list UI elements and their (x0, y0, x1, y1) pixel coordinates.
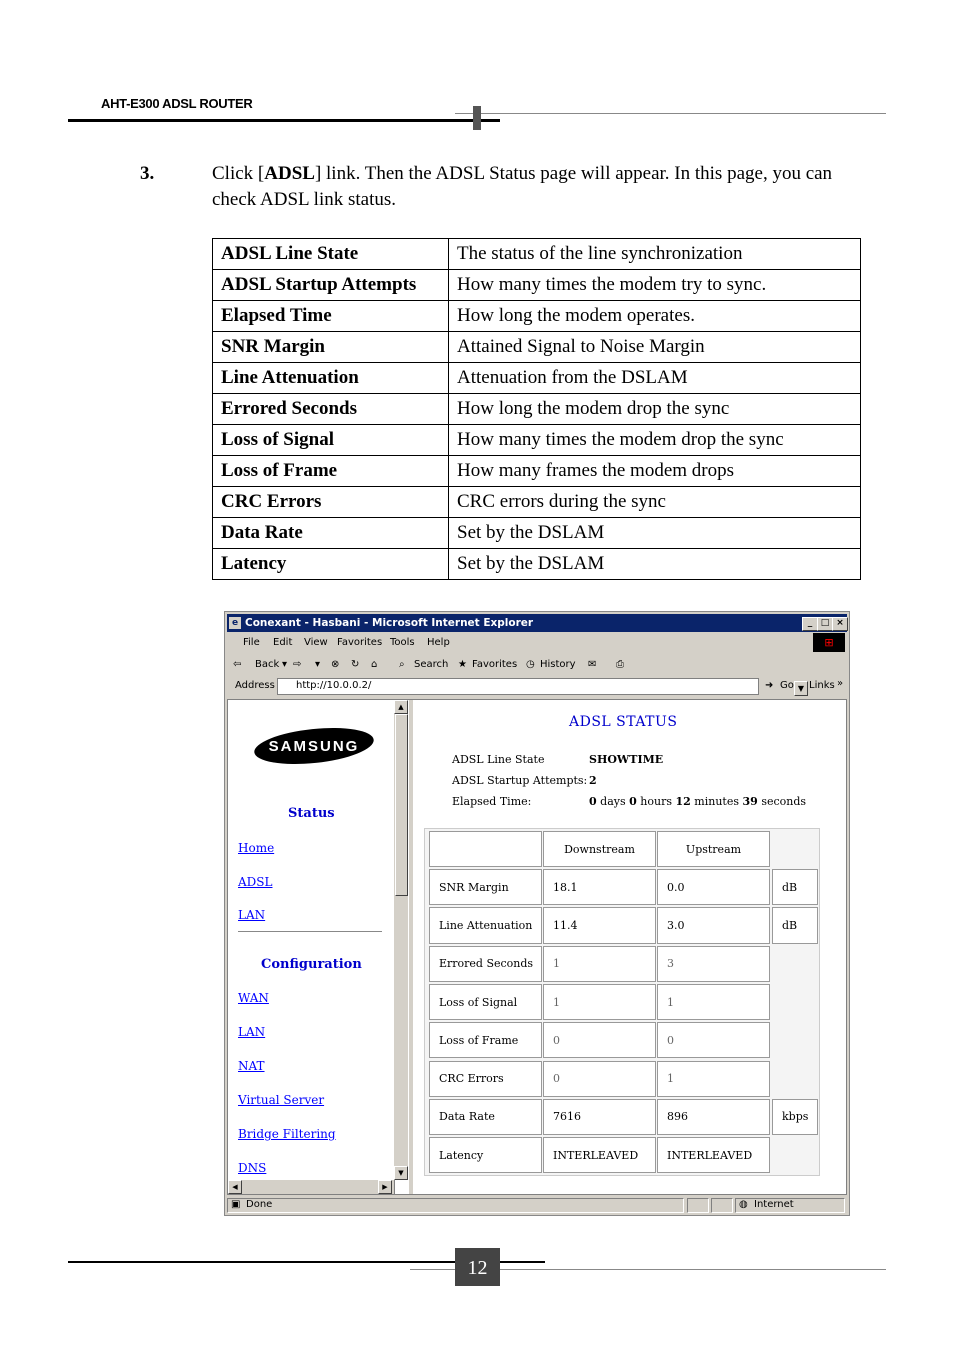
stat-upstream-cell: INTERLEAVED (657, 1137, 770, 1173)
favorites-button[interactable]: Favorites (472, 659, 518, 670)
nav-vertical-scrollbar[interactable] (394, 700, 408, 1180)
stop-icon[interactable]: ⊗ (331, 659, 340, 670)
samsung-logo-text: SAMSUNG (268, 738, 360, 755)
definition-term: ADSL Startup Attempts (213, 270, 449, 301)
scroll-down-icon[interactable]: ▼ (394, 1166, 408, 1180)
menu-view[interactable]: View (304, 637, 328, 648)
definition-row (213, 332, 861, 363)
mail-icon[interactable]: ✉ (588, 659, 597, 670)
definition-term: CRC Errors (213, 487, 449, 518)
definition-term: Loss of Frame (213, 456, 449, 487)
back-dropdown-icon[interactable]: ▾ (282, 659, 288, 670)
nav-divider (238, 931, 382, 932)
adsl-stats-table (424, 828, 820, 1176)
stat-unit-cell: dB (772, 907, 818, 943)
stat-upstream-cell: 3 (657, 946, 770, 982)
definition-term: Line Attenuation (213, 363, 449, 394)
print-icon[interactable]: ⎙ (616, 659, 624, 670)
step-number: 3. (140, 163, 155, 184)
address-label: Address (235, 680, 275, 691)
adsl-status-title: ADSL STATUS (569, 714, 678, 730)
menu-bar (227, 633, 847, 652)
scroll-left-icon[interactable]: ◀ (228, 1180, 242, 1194)
go-arrow-icon[interactable]: ➜ (765, 680, 774, 691)
menu-favorites[interactable]: Favorites (337, 637, 383, 648)
search-icon[interactable]: ⌕ (399, 659, 405, 670)
stat-unit-cell: kbps (772, 1099, 818, 1135)
browser-window (224, 611, 850, 1216)
stat-label-cell: Errored Seconds (429, 946, 542, 982)
stat-downstream-cell: 11.4 (543, 907, 656, 943)
stat-downstream-cell: 1 (543, 946, 656, 982)
scroll-right-icon[interactable]: ▶ (378, 1180, 392, 1194)
home-icon[interactable]: ⌂ (371, 659, 378, 670)
stat-downstream-cell: 7616 (543, 1099, 656, 1135)
maximize-button[interactable]: □ (817, 617, 833, 631)
stat-label-cell: CRC Errors (429, 1061, 542, 1097)
definition-term: Elapsed Time (213, 301, 449, 332)
nav-link-adsl[interactable]: ADSL (238, 875, 273, 889)
header-rule-left (68, 119, 500, 122)
definition-description: How long the modem drop the sync (449, 394, 861, 425)
internet-globe-icon: ◍ (739, 1199, 748, 1210)
back-button[interactable]: Back (255, 659, 280, 670)
stat-label-cell: Latency (429, 1137, 542, 1173)
upstream-header: Upstream (657, 831, 770, 867)
definition-row (213, 456, 861, 487)
go-button[interactable]: Go (780, 680, 794, 691)
adsl-status-frame (414, 700, 846, 1194)
stat-label-cell: Loss of Signal (429, 984, 542, 1020)
definition-description: How many times the modem drop the sync (449, 425, 861, 456)
scroll-thumb[interactable] (395, 714, 408, 896)
header-empty-cell (429, 831, 542, 867)
stat-label-cell: Loss of Frame (429, 1022, 542, 1058)
definition-row (213, 239, 861, 270)
page-done-icon: ▣ (231, 1199, 241, 1210)
definition-row (213, 394, 861, 425)
startup-attempts-value: 2 (589, 774, 597, 787)
stat-label-cell: Data Rate (429, 1099, 542, 1135)
stat-upstream-cell: 1 (657, 984, 770, 1020)
definition-term: SNR Margin (213, 332, 449, 363)
adsl-definitions-table (212, 238, 861, 580)
nav-frame (228, 700, 395, 1194)
stat-label-cell: Line Attenuation (429, 907, 542, 943)
status-pane-3 (711, 1198, 733, 1213)
history-button[interactable]: History (540, 659, 576, 670)
definition-description: Set by the DSLAM (449, 518, 861, 549)
windows-logo-icon: ⊞ (813, 633, 845, 652)
links-chevron-icon[interactable]: » (837, 678, 844, 689)
stat-label-cell: SNR Margin (429, 869, 542, 905)
document-header-title: AHT-E300 ADSL ROUTER (101, 96, 253, 111)
back-arrow-icon: ⇦ (233, 659, 242, 670)
definition-row (213, 363, 861, 394)
step-text-after: ] link. Then the ADSL Status page will appear. In this page, you can check ADSL link status. (212, 163, 833, 210)
definition-row (213, 301, 861, 332)
nav-link-dns[interactable]: DNS (238, 1161, 267, 1175)
stat-upstream-cell: 896 (657, 1099, 770, 1135)
stat-downstream-cell: 18.1 (543, 869, 656, 905)
forward-arrow-icon[interactable]: ⇨ (293, 659, 302, 670)
stat-upstream-cell: 0.0 (657, 869, 770, 905)
definition-term: Errored Seconds (213, 394, 449, 425)
definition-row (213, 270, 861, 301)
step-instruction (212, 161, 872, 213)
status-bar (227, 1197, 847, 1213)
nav-link-lan-config[interactable]: LAN (238, 1025, 266, 1039)
page-number: 12 (455, 1248, 500, 1286)
window-titlebar (227, 614, 847, 632)
menu-edit[interactable]: Edit (273, 637, 293, 648)
definition-row (213, 487, 861, 518)
address-bar (227, 676, 847, 697)
forward-dropdown-icon[interactable]: ▾ (315, 659, 321, 670)
menu-file[interactable]: File (243, 637, 260, 648)
definition-description: Set by the DSLAM (449, 549, 861, 580)
nav-link-wan[interactable]: WAN (238, 991, 269, 1005)
nav-horizontal-scrollbar[interactable] (228, 1180, 394, 1194)
stat-downstream-cell: 0 (543, 1061, 656, 1097)
definition-row (213, 518, 861, 549)
stat-upstream-cell: 1 (657, 1061, 770, 1097)
close-button[interactable]: × (832, 617, 848, 631)
startup-attempts-label: ADSL Startup Attempts: (452, 774, 588, 787)
status-pane-2 (687, 1198, 709, 1213)
refresh-icon[interactable]: ↻ (351, 659, 360, 670)
status-pane-main (227, 1198, 684, 1213)
definition-description: The status of the line synchronization (449, 239, 861, 270)
history-icon[interactable]: ◷ (526, 659, 535, 670)
step-link-name: ADSL (264, 163, 315, 184)
toolbar (227, 654, 847, 675)
definition-term: Latency (213, 549, 449, 580)
stat-downstream-cell: INTERLEAVED (543, 1137, 656, 1173)
step-text-before: Click [ (212, 163, 265, 184)
address-value: http://10.0.0.2/ (296, 680, 372, 691)
ie-icon: e (229, 617, 241, 629)
window-title: Conexant - Hasbani - Microsoft Internet Explorer (245, 617, 534, 629)
definition-term: Loss of Signal (213, 425, 449, 456)
stat-unit-cell: dB (772, 869, 818, 905)
line-state-label: ADSL Line State (452, 753, 545, 766)
nav-link-lan-status[interactable]: LAN (238, 908, 266, 922)
menu-tools[interactable]: Tools (390, 637, 415, 648)
nav-link-bridge-filtering[interactable]: Bridge Filtering (238, 1127, 336, 1141)
links-button[interactable]: Links (809, 680, 835, 691)
downstream-header: Downstream (543, 831, 656, 867)
definition-description: How many times the modem try to sync. (449, 270, 861, 301)
definition-description: CRC errors during the sync (449, 487, 861, 518)
definition-description: Attained Signal to Noise Margin (449, 332, 861, 363)
stat-downstream-cell: 1 (543, 984, 656, 1020)
scroll-up-icon[interactable]: ▲ (394, 700, 408, 714)
definition-term: Data Rate (213, 518, 449, 549)
search-button[interactable]: Search (414, 659, 449, 670)
browser-content (227, 699, 847, 1195)
status-heading: Status (288, 806, 335, 821)
definition-row (213, 425, 861, 456)
zone-text: Internet (754, 1199, 794, 1210)
header-marker (473, 106, 481, 130)
nav-link-home[interactable]: Home (238, 841, 275, 855)
samsung-logo (254, 726, 374, 766)
status-text: Done (246, 1199, 273, 1210)
stat-upstream-cell: 3.0 (657, 907, 770, 943)
stat-upstream-cell: 0 (657, 1022, 770, 1058)
nav-link-nat[interactable]: NAT (238, 1059, 265, 1073)
line-state-value: SHOWTIME (589, 753, 664, 766)
configuration-heading: Configuration (261, 957, 362, 972)
address-dropdown-icon[interactable]: ▼ (794, 681, 808, 696)
definition-description: How long the modem operates. (449, 301, 861, 332)
minimize-button[interactable]: _ (802, 617, 818, 631)
status-pane-zone (735, 1198, 845, 1213)
frame-splitter[interactable] (409, 700, 413, 1194)
favorites-icon[interactable]: ★ (458, 659, 467, 670)
definition-description: Attenuation from the DSLAM (449, 363, 861, 394)
elapsed-time-value: 0 days 0 hours 12 minutes 39 seconds (589, 795, 807, 808)
stat-downstream-cell: 0 (543, 1022, 656, 1058)
menu-help[interactable]: Help (427, 637, 450, 648)
elapsed-time-label: Elapsed Time: (452, 795, 532, 808)
definition-description: How many frames the modem drops (449, 456, 861, 487)
header-rule-right (455, 113, 886, 114)
nav-link-virtual-server[interactable]: Virtual Server (238, 1093, 325, 1107)
definition-term: ADSL Line State (213, 239, 449, 270)
definition-row (213, 549, 861, 580)
